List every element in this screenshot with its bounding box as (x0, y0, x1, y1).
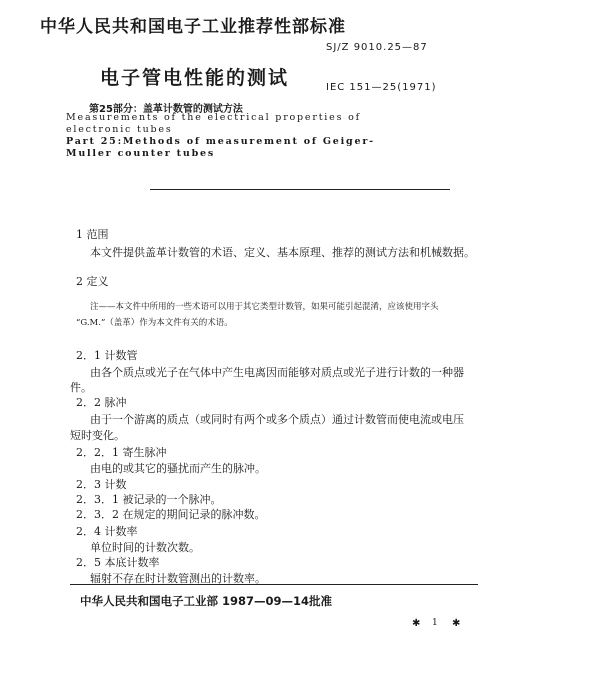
page-marker-right: ✱ (452, 618, 461, 629)
page-marker-left: ✱ (412, 618, 421, 629)
approval-line: 中华人民共和国电子工业部 1987—09—14批准 (80, 594, 333, 608)
standard-org: 中华人民共和国电子工业推荐性部标准 (40, 17, 346, 37)
section-2-1-heading: 2．1 计数管 (76, 349, 138, 362)
section-2-3-1-text: 2．3．1 被记录的一个脉冲。 (76, 493, 222, 506)
section-2-1-text-line2: 件。 (70, 381, 92, 394)
document-title: 电子管电性能的测试 (100, 67, 290, 89)
section-2-3-heading: 2．3 计数 (76, 478, 127, 491)
note-line1: 注——本文件中所用的一些术语可以用于其它类型计数管，如果可能引起混淆，应该使用字头 (90, 302, 439, 312)
section-1-heading: 1 范围 (76, 228, 109, 241)
section-2-5-heading: 2．5 本底计数率 (76, 556, 160, 569)
note-line2: “G.M.”（盖革）作为本文件有关的术语。 (76, 318, 233, 328)
section-2-3-2-text: 2．3．2 在规定的期间记录的脉冲数。 (76, 508, 266, 521)
section-2-4-text: 单位时间的计数次数。 (90, 541, 200, 554)
page-number: 1 (432, 618, 438, 628)
section-2-4-heading: 2．4 计数率 (76, 525, 138, 538)
iec-number: IEC 151—25(1971) (326, 82, 437, 93)
footer-divider (70, 584, 478, 585)
section-1-text: 本文件提供盖革计数管的术语、定义、基本原理、推荐的测试方法和机械数据。 (90, 246, 475, 259)
section-2-2-text-line2: 短时变化。 (70, 429, 125, 442)
english-title-line2: electronic tubes (66, 124, 173, 135)
section-2-heading: 2 定义 (76, 275, 109, 288)
document-subtitle: 第25部分：盖革计数管的测试方法 (89, 104, 243, 115)
english-title-line1: Measurements of the electrical properties of (66, 112, 361, 123)
section-2-2-1-heading: 2．2．1 寄生脉冲 (76, 446, 167, 459)
english-subtitle-line2: Muller counter tubes (66, 148, 216, 159)
header-divider (150, 189, 450, 190)
standard-number: SJ/Z 9010.25—87 (326, 42, 428, 53)
section-2-1-text-line1: 由各个质点或光子在气体中产生电离因而能够对质点或光子进行计数的一种器 (90, 366, 464, 379)
section-2-5-text: 辐射不存在时计数管测出的计数率。 (90, 572, 266, 585)
section-2-2-text-line1: 由于一个游离的质点（或同时有两个或多个质点）通过计数管而使电流或电压 (90, 413, 464, 426)
section-2-2-1-text: 由电的或其它的骚扰而产生的脉冲。 (90, 462, 266, 475)
section-2-2-heading: 2．2 脉冲 (76, 396, 127, 409)
english-subtitle-line1: Part 25:Methods of measurement of Geiger- (66, 136, 375, 147)
